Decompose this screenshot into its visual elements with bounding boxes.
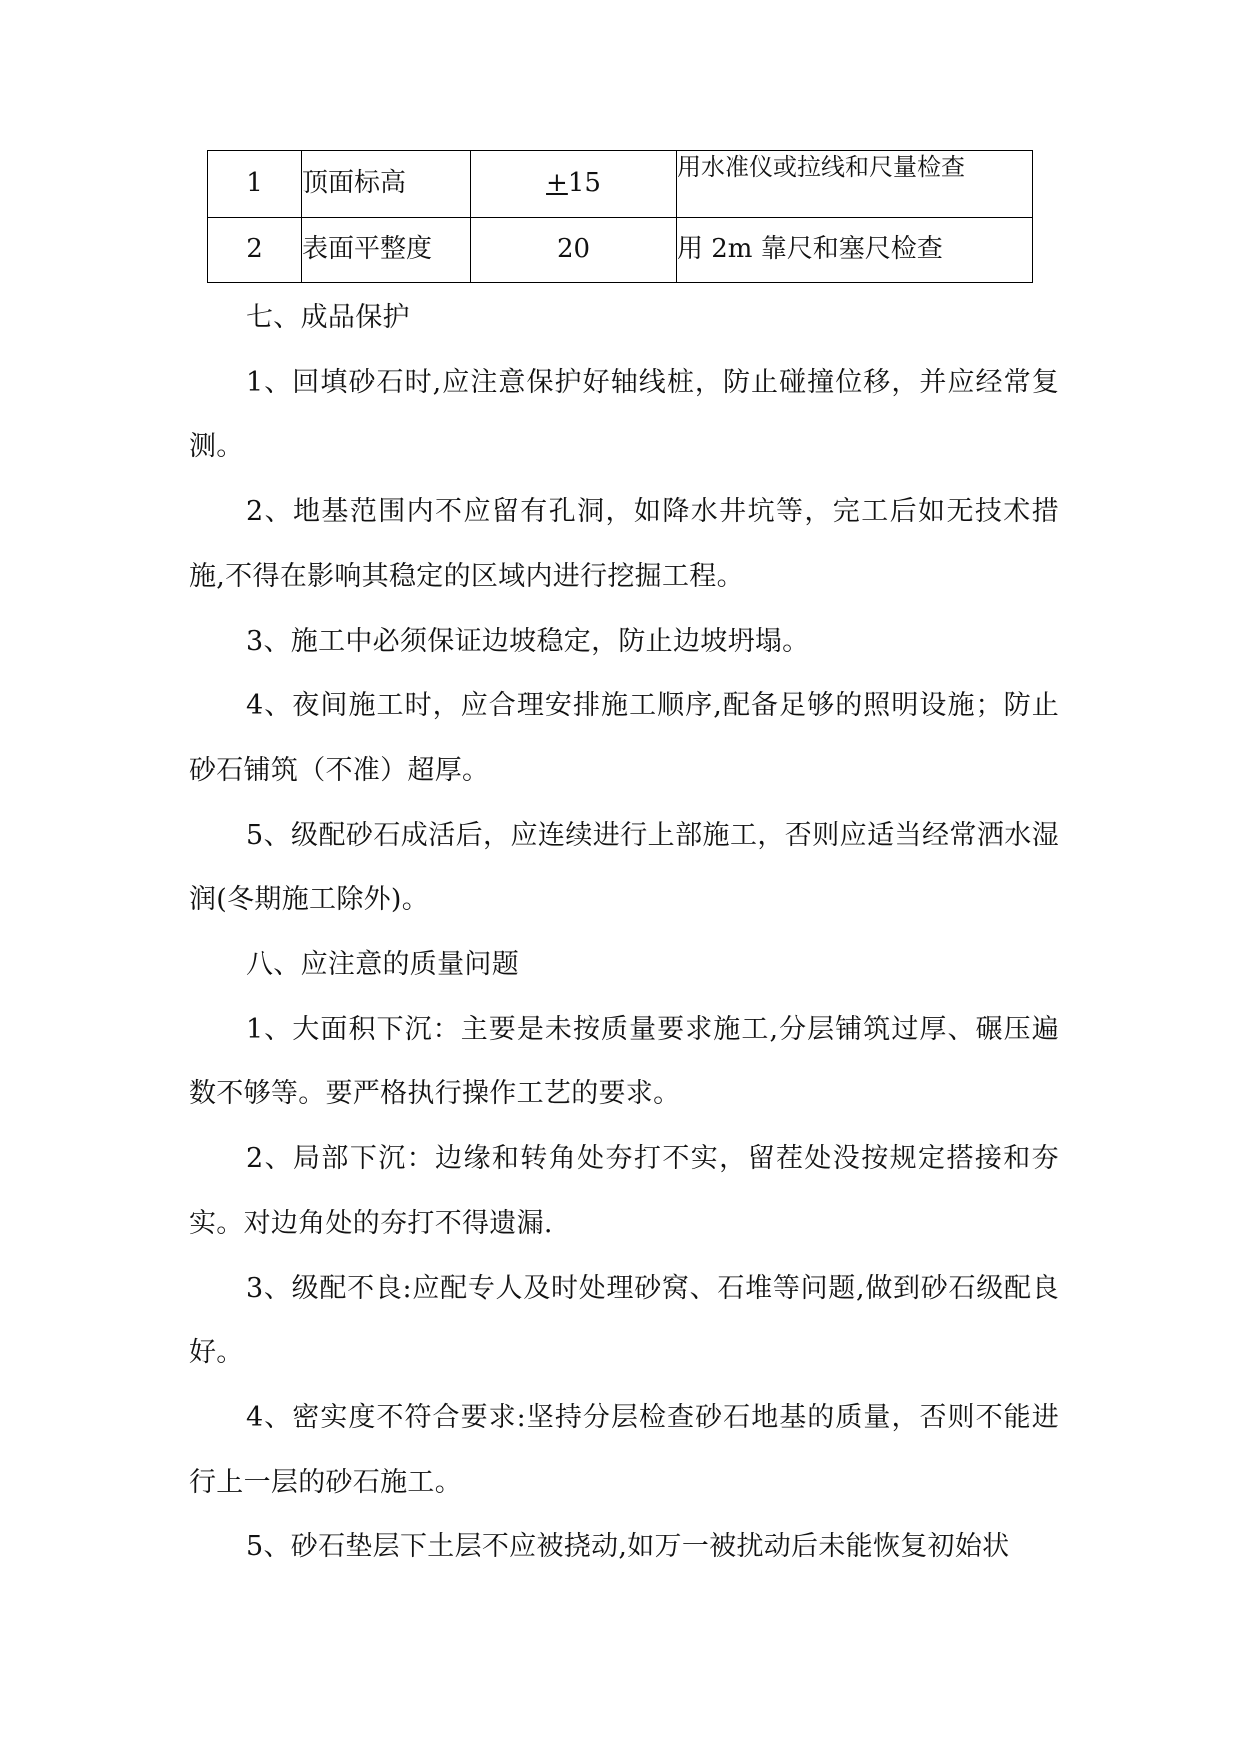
- inspection-method: 用水准仪或拉线和尺量检查: [677, 151, 1033, 218]
- paragraph: 5、级配砂石成活后，应连续进行上部施工，否则应适当经常洒水湿润(冬期施工除外)。: [189, 819, 1059, 916]
- body-text: [189, 286, 1059, 1580]
- tolerance-value: [471, 218, 677, 283]
- paragraph: 5、砂石垫层下土层不应被挠动,如万一被扰动后未能恢复初始状: [246, 1531, 1010, 1563]
- row-number: 2: [208, 218, 302, 283]
- section-heading-finished-product-protection: 七、成品保护: [246, 302, 410, 333]
- paragraph: 1、大面积下沉：主要是未按质量要求施工,分层铺筑过厚、碾压遍数不够等。要严格执行操作工艺的要求。: [189, 1013, 1059, 1110]
- table-row: [208, 151, 1033, 218]
- table-row: [208, 218, 1033, 283]
- tolerance-sign: +: [546, 168, 568, 199]
- paragraph: 1、回填砂石时,应注意保护好轴线桩，防止碰撞位移，并应经常复测。: [189, 366, 1059, 463]
- inspection-item: 表面平整度: [302, 218, 471, 283]
- inspection-method: 用 2m 靠尺和塞尺检查: [677, 218, 1033, 283]
- inspection-item: 顶面标高: [302, 151, 471, 218]
- paragraph: 2、地基范围内不应留有孔洞，如降水井坑等，完工后如无技术措施,不得在影响其稳定的区域内进行挖掘工程。: [189, 496, 1059, 592]
- tolerance-number: 20: [556, 234, 591, 265]
- paragraph: 2、局部下沉：边缘和转角处夯打不实，留茬处没按规定搭接和夯实。对边角处的夯打不得遗漏.: [189, 1143, 1059, 1239]
- paragraph: 4、夜间施工时，应合理安排施工顺序,配备足够的照明设施；防止砂石铺筑（不准）超厚。: [189, 690, 1059, 786]
- paragraph: 4、密实度不符合要求:坚持分层检查砂石地基的质量，否则不能进行上一层的砂石施工。: [189, 1401, 1059, 1498]
- row-number: 1: [208, 151, 302, 218]
- inspection-table: [207, 150, 1033, 283]
- paragraph: 3、级配不良:应配专人及时处理砂窝、石堆等问题,做到砂石级配良好。: [189, 1272, 1059, 1369]
- tolerance-number: 15: [567, 168, 601, 199]
- section-heading-quality-issues: 八、应注意的质量问题: [246, 949, 519, 981]
- tolerance-value: [471, 151, 677, 218]
- paragraph: 3、施工中必须保证边坡稳定，防止边坡坍塌。: [246, 625, 810, 657]
